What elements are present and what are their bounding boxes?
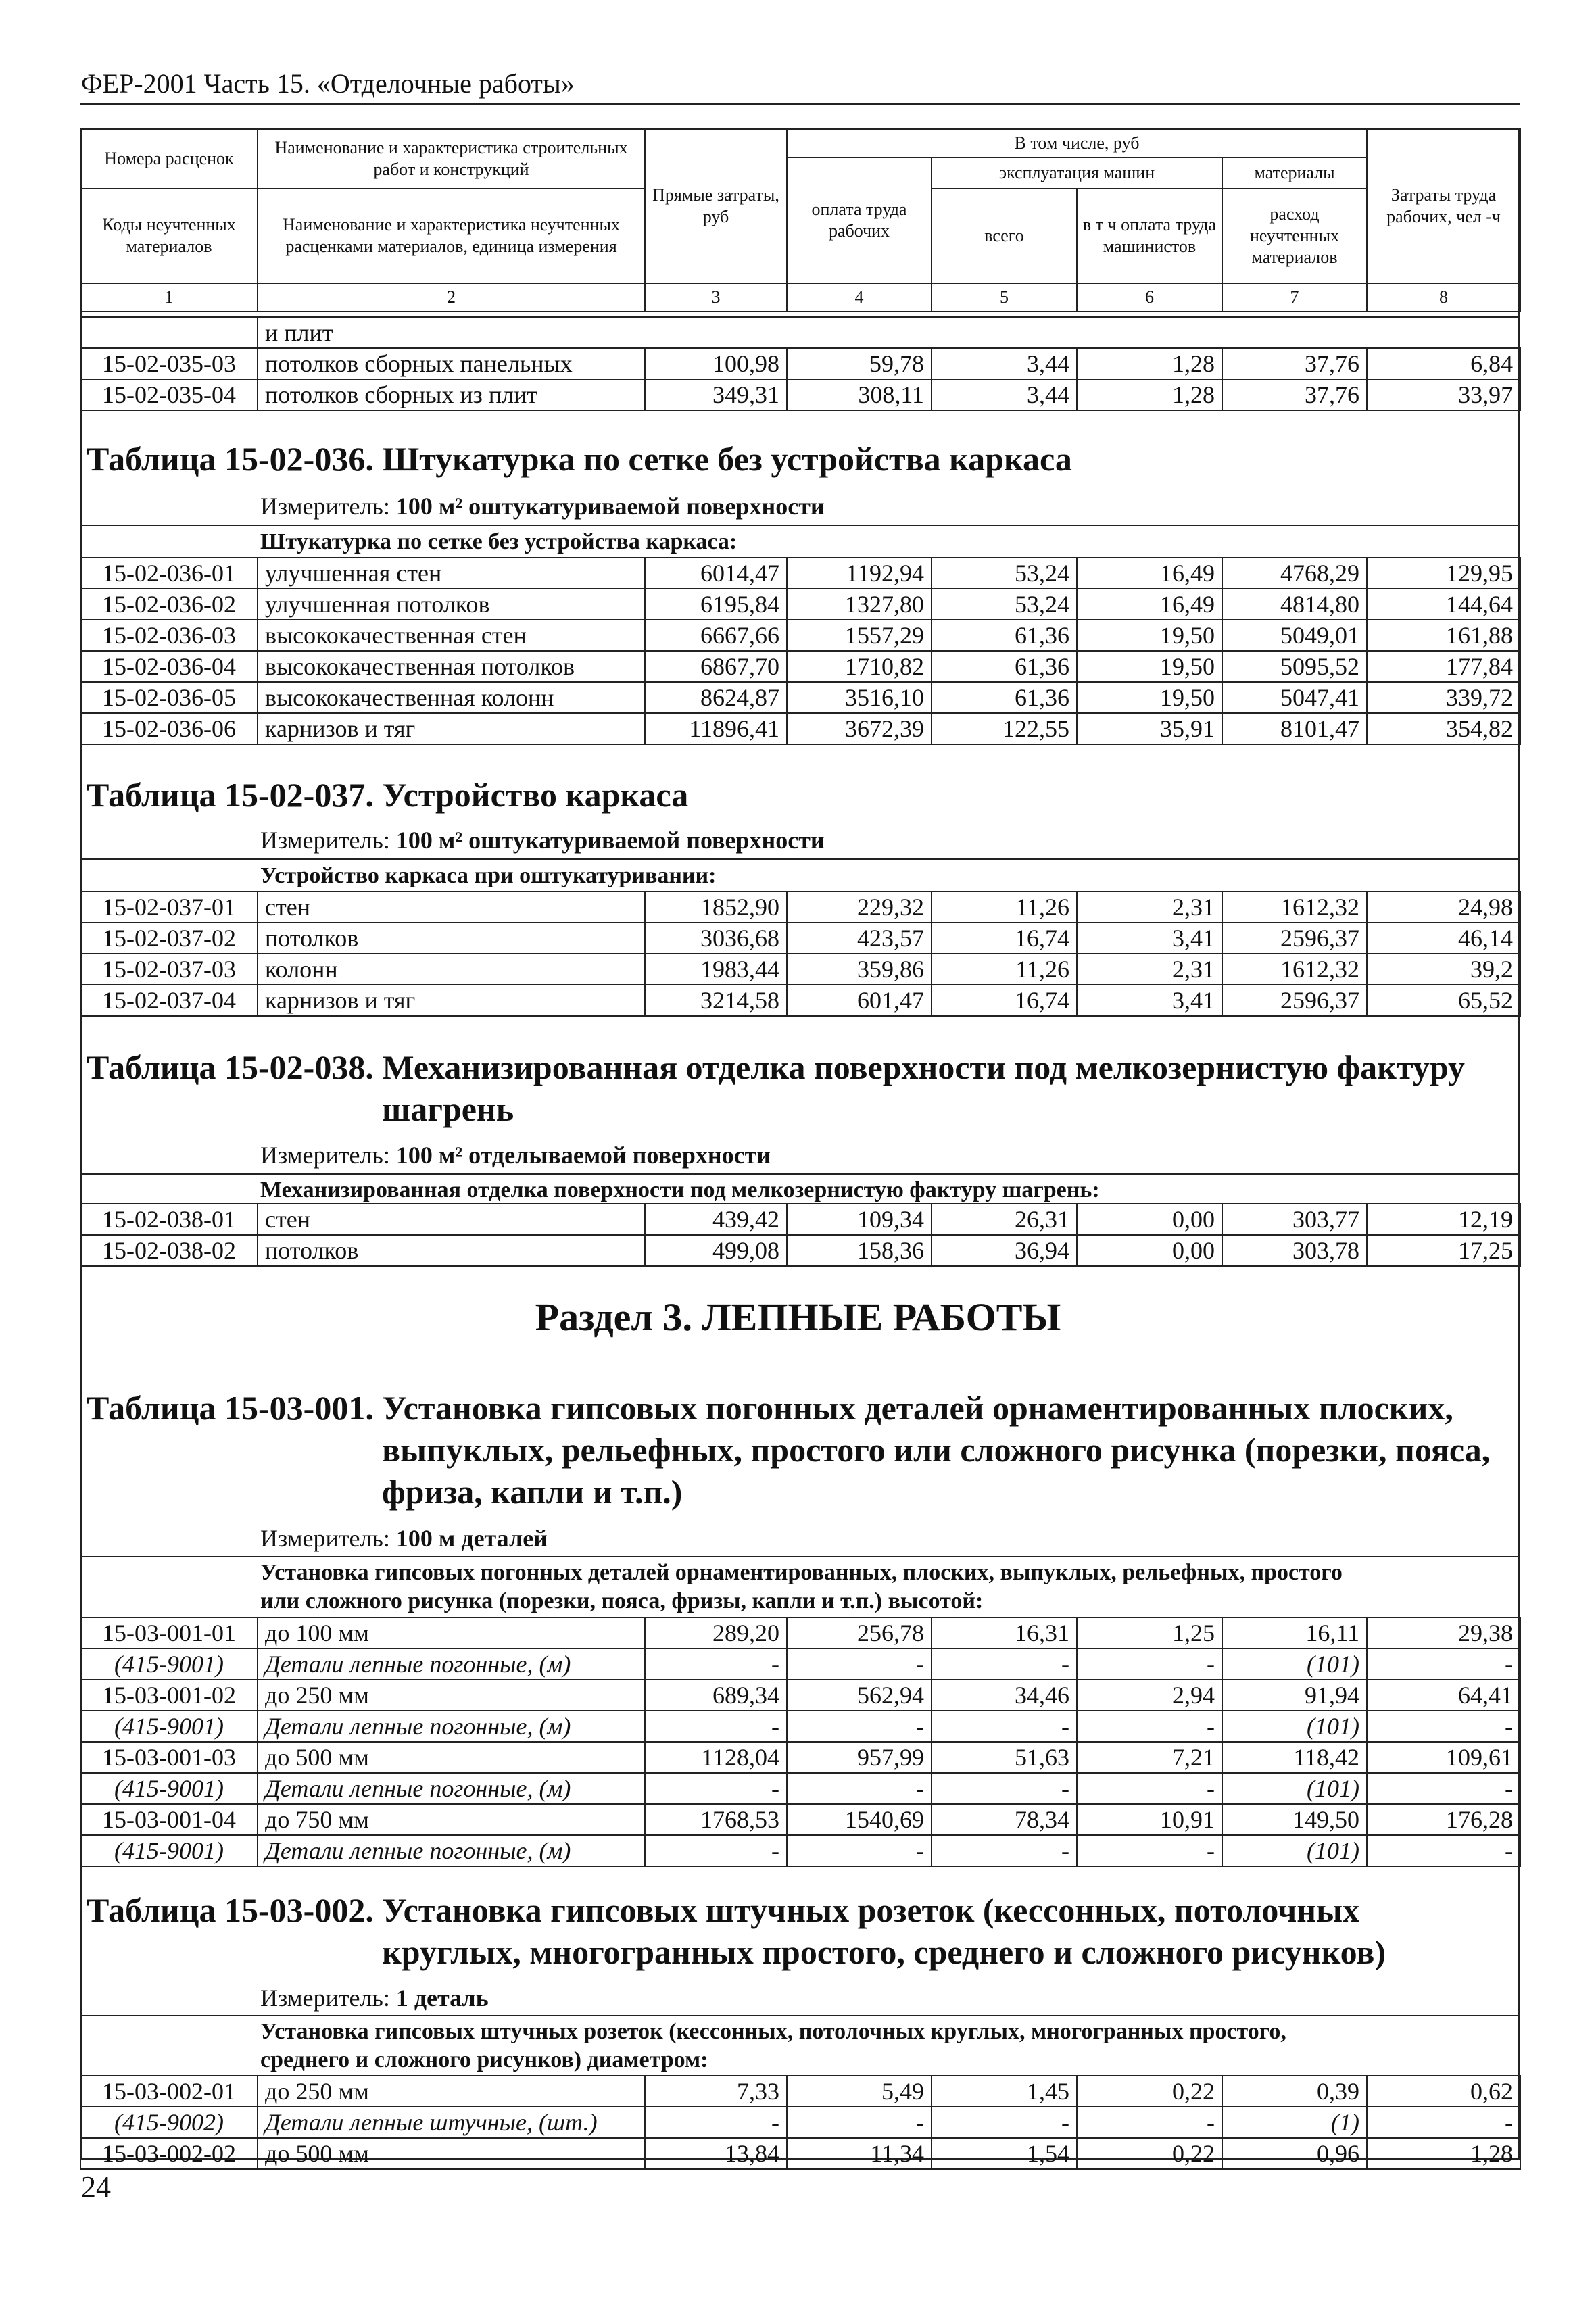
- row-wages: 1557,29: [787, 620, 932, 651]
- row-wages: 1327,80: [787, 589, 932, 620]
- material-name: Детали лепные погонные, (м): [258, 1773, 645, 1804]
- row-name: улучшенная стен: [258, 558, 645, 589]
- hdr-machines: эксплуатация машин: [932, 157, 1222, 189]
- material-quantity: (1): [1222, 2107, 1367, 2138]
- row-direct-cost: 7,33: [645, 2076, 787, 2107]
- row-labor: 177,84: [1367, 651, 1520, 682]
- row-machines-total: 11,26: [932, 954, 1077, 985]
- row-direct-cost: 1768,53: [645, 1804, 787, 1835]
- row-direct-cost: 349,31: [645, 379, 787, 410]
- row-code: 15-02-036-01: [80, 558, 258, 589]
- row-materials: 37,76: [1222, 379, 1367, 410]
- table-036: [80, 557, 1521, 745]
- row-machines-total: 36,94: [932, 1235, 1077, 1266]
- hdr-col2b: Наименование и характеристика неучтенных расценками материалов, единица измерения: [258, 189, 645, 283]
- table-row: [80, 651, 1520, 682]
- hdr-num-7: 7: [1222, 283, 1367, 312]
- row-labor: 1,28: [1367, 2138, 1520, 2169]
- row-machines-total: 61,36: [932, 620, 1077, 651]
- row-labor: 354,82: [1367, 713, 1520, 744]
- row-materials: 4814,80: [1222, 589, 1367, 620]
- row-direct-cost: 499,08: [645, 1235, 787, 1266]
- material-code: (415-9002): [80, 2107, 258, 2138]
- header-rule: [80, 103, 1520, 105]
- row-materials: 118,42: [1222, 1742, 1367, 1773]
- row-direct-cost: 1128,04: [645, 1742, 787, 1773]
- row-machines-total: 53,24: [932, 558, 1077, 589]
- group-302: Установка гипсовых штучных розеток (кессонных, потолочных круглых, многогранных простого, среднего и сложного рисунков) диаметром:: [260, 2019, 1286, 2072]
- material-quantity: (101): [1222, 1711, 1367, 1742]
- material-wages: -: [787, 1711, 932, 1742]
- row-code: 15-02-037-01: [80, 892, 258, 923]
- row-name: карнизов и тяг: [258, 985, 645, 1016]
- row-code: 15-02-036-03: [80, 620, 258, 651]
- row-wages: 359,86: [787, 954, 932, 985]
- material-machines-total: -: [932, 1711, 1077, 1742]
- row-machines-total: 3,44: [932, 379, 1077, 410]
- row-wages: 229,32: [787, 892, 932, 923]
- row-labor: 176,28: [1367, 1804, 1520, 1835]
- material-name: Детали лепные погонные, (м): [258, 1711, 645, 1742]
- hdr-num-2: 2: [258, 283, 645, 312]
- row-wages: 59,78: [787, 348, 932, 379]
- row-code: 15-03-001-04: [80, 1804, 258, 1835]
- hdr-col1b: Коды неучтенных материалов: [80, 189, 258, 283]
- row-direct-cost: 3036,68: [645, 923, 787, 954]
- rule-301: [80, 1556, 1520, 1557]
- material-row: [80, 1773, 1520, 1804]
- table-row: [80, 589, 1520, 620]
- row-machinist-wages: 19,50: [1077, 620, 1222, 651]
- material-machines-total: -: [932, 1649, 1077, 1680]
- row-name: потолков сборных из плит: [258, 379, 645, 410]
- material-wages: -: [787, 1649, 932, 1680]
- material-direct-cost: -: [645, 1835, 787, 1866]
- row-materials: 1612,32: [1222, 892, 1367, 923]
- row-code: 15-02-038-02: [80, 1235, 258, 1266]
- rule-036: [80, 525, 1520, 526]
- page-number: 24: [81, 2170, 111, 2203]
- row-machines-total: 53,24: [932, 589, 1077, 620]
- row-materials: 37,76: [1222, 348, 1367, 379]
- row-labor: 24,98: [1367, 892, 1520, 923]
- row-wages: 308,11: [787, 379, 932, 410]
- row-labor: 64,41: [1367, 1680, 1520, 1711]
- table-row: [80, 348, 1520, 379]
- row-name: до 250 мм: [258, 1680, 645, 1711]
- row-materials: 2596,37: [1222, 923, 1367, 954]
- row-labor: 46,14: [1367, 923, 1520, 954]
- row-machinist-wages: 1,28: [1077, 379, 1222, 410]
- row-machinist-wages: 0,22: [1077, 2076, 1222, 2107]
- row-name: высококачественная колонн: [258, 682, 645, 713]
- hdr-num-5: 5: [932, 283, 1077, 312]
- row-wages: 1192,94: [787, 558, 932, 589]
- table-row: [80, 682, 1520, 713]
- row-direct-cost: 1852,90: [645, 892, 787, 923]
- material-machinist-wages: -: [1077, 2107, 1222, 2138]
- row-machinist-wages: 3,41: [1077, 923, 1222, 954]
- row-wages: 1710,82: [787, 651, 932, 682]
- row-machinist-wages: 10,91: [1077, 1804, 1222, 1835]
- hdr-num-4: 4: [787, 283, 932, 312]
- material-labor: -: [1367, 2107, 1520, 2138]
- row-machinist-wages: 2,31: [1077, 954, 1222, 985]
- material-name: Детали лепные погонные, (м): [258, 1835, 645, 1866]
- material-machines-total: -: [932, 1773, 1077, 1804]
- row-materials: 0,39: [1222, 2076, 1367, 2107]
- row-code: 15-03-001-03: [80, 1742, 258, 1773]
- row-wages: 601,47: [787, 985, 932, 1016]
- row-wages: 423,57: [787, 923, 932, 954]
- meter-038: Измеритель: 100 м² отделываемой поверхности: [260, 1142, 771, 1169]
- material-row: [80, 1649, 1520, 1680]
- material-machinist-wages: -: [1077, 1773, 1222, 1804]
- table-row: [80, 1680, 1520, 1711]
- hdr-col2a: Наименование и характеристика строительных работ и конструкций: [258, 129, 645, 189]
- table-row: [80, 892, 1520, 923]
- row-labor: 29,38: [1367, 1617, 1520, 1649]
- row-wages: 5,49: [787, 2076, 932, 2107]
- rule-302: [80, 2015, 1520, 2016]
- row-materials: 149,50: [1222, 1804, 1367, 1835]
- material-machinist-wages: -: [1077, 1649, 1222, 1680]
- row-direct-cost: 100,98: [645, 348, 787, 379]
- material-code: (415-9001): [80, 1835, 258, 1866]
- row-materials: 91,94: [1222, 1680, 1367, 1711]
- row-machinist-wages: 0,00: [1077, 1204, 1222, 1235]
- material-name: Детали лепные погонные, (м): [258, 1649, 645, 1680]
- row-labor: 109,61: [1367, 1742, 1520, 1773]
- table-301: [80, 1617, 1521, 1867]
- row-machines-total: 26,31: [932, 1204, 1077, 1235]
- row-machinist-wages: 16,49: [1077, 558, 1222, 589]
- row-name: карнизов и тяг: [258, 713, 645, 744]
- material-name: Детали лепные штучные, (шт.): [258, 2107, 645, 2138]
- row-direct-cost: 3214,58: [645, 985, 787, 1016]
- row-direct-cost: 8624,87: [645, 682, 787, 713]
- hdr-col8: Затраты труда рабочих, чел -ч: [1367, 129, 1520, 283]
- column-header-table: [80, 128, 1521, 312]
- row-machines-total: 122,55: [932, 713, 1077, 744]
- row-materials: 0,96: [1222, 2138, 1367, 2169]
- row-name: потолков: [258, 923, 645, 954]
- table-row: [80, 1617, 1520, 1649]
- table-row: [80, 1804, 1520, 1835]
- group-037: Устройство каркаса при оштукатуривании:: [260, 863, 717, 888]
- row-machines-total: 16,74: [932, 985, 1077, 1016]
- material-wages: -: [787, 1773, 932, 1804]
- running-header: ФЕР-2001 Часть 15. «Отделочные работы»: [81, 68, 575, 99]
- hdr-num-1: 1: [80, 283, 258, 312]
- rule-038: [80, 1173, 1520, 1175]
- row-machinist-wages: 0,00: [1077, 1235, 1222, 1266]
- row-code: 15-03-002-02: [80, 2138, 258, 2169]
- table-row: [80, 2138, 1520, 2169]
- row-wages: 3672,39: [787, 713, 932, 744]
- group-036: Штукатурка по сетке без устройства каркаса:: [260, 529, 737, 554]
- row-code: 15-02-036-04: [80, 651, 258, 682]
- group-301: Установка гипсовых погонных деталей орнаментированных, плоских, выпуклых, рельефных, простого или сложного рисунка (порезки, пояса, фризы, капли и т.п.) высотой:: [260, 1560, 1343, 1613]
- row-labor: 33,97: [1367, 379, 1520, 410]
- row-materials: 1612,32: [1222, 954, 1367, 985]
- row-name: улучшенная потолков: [258, 589, 645, 620]
- row-code: 15-02-036-05: [80, 682, 258, 713]
- row-materials: 16,11: [1222, 1617, 1367, 1649]
- row-code: 15-03-001-02: [80, 1680, 258, 1711]
- row-machines-total: 51,63: [932, 1742, 1077, 1773]
- row-direct-cost: 6867,70: [645, 651, 787, 682]
- row-machinist-wages: 16,49: [1077, 589, 1222, 620]
- row-labor: 17,25: [1367, 1235, 1520, 1266]
- row-name: высококачественная потолков: [258, 651, 645, 682]
- material-code: (415-9001): [80, 1649, 258, 1680]
- material-machinist-wages: -: [1077, 1835, 1222, 1866]
- row-machinist-wages: 7,21: [1077, 1742, 1222, 1773]
- table-038: [80, 1203, 1521, 1267]
- meter-037: Измеритель: 100 м² оштукатуриваемой поверхности: [260, 827, 825, 854]
- section-heading: Раздел 3. ЛЕПНЫЕ РАБОТЫ: [535, 1295, 1061, 1339]
- row-direct-cost: 13,84: [645, 2138, 787, 2169]
- row-machinist-wages: 35,91: [1077, 713, 1222, 744]
- material-row: [80, 1711, 1520, 1742]
- rule-037: [80, 858, 1520, 860]
- hdr-col6: в т ч оплата труда машинистов: [1077, 189, 1222, 283]
- hdr-materials: материалы: [1222, 157, 1367, 189]
- row-code: 15-02-037-02: [80, 923, 258, 954]
- row-code: 15-02-037-04: [80, 985, 258, 1016]
- material-row: [80, 2107, 1520, 2138]
- table-302: [80, 2075, 1521, 2170]
- row-machinist-wages: 2,31: [1077, 892, 1222, 923]
- row-direct-cost: 6195,84: [645, 589, 787, 620]
- row-machinist-wages: 1,25: [1077, 1617, 1222, 1649]
- row-direct-cost: 289,20: [645, 1617, 787, 1649]
- row-wages: 109,34: [787, 1204, 932, 1235]
- row-machinist-wages: 0,22: [1077, 2138, 1222, 2169]
- row-direct-cost: 6667,66: [645, 620, 787, 651]
- row-labor: 129,95: [1367, 558, 1520, 589]
- row-direct-cost: 6014,47: [645, 558, 787, 589]
- row-labor: 144,64: [1367, 589, 1520, 620]
- material-direct-cost: -: [645, 1649, 787, 1680]
- row-materials: 5095,52: [1222, 651, 1367, 682]
- row-machines-total: 1,54: [932, 2138, 1077, 2169]
- material-quantity: (101): [1222, 1835, 1367, 1866]
- hdr-col3: Прямые затраты, руб: [645, 129, 787, 283]
- row-materials: 4768,29: [1222, 558, 1367, 589]
- row-code: 15-02-035-03: [80, 348, 258, 379]
- row-direct-cost: 439,42: [645, 1204, 787, 1235]
- row-labor: 339,72: [1367, 682, 1520, 713]
- row-code: 15-03-002-01: [80, 2076, 258, 2107]
- table-row: [80, 620, 1520, 651]
- row-machinist-wages: 19,50: [1077, 651, 1222, 682]
- hdr-col5: всего: [932, 189, 1077, 283]
- row-machinist-wages: 19,50: [1077, 682, 1222, 713]
- row-code: 15-02-038-01: [80, 1204, 258, 1235]
- row-labor: 12,19: [1367, 1204, 1520, 1235]
- row-labor: 0,62: [1367, 2076, 1520, 2107]
- table-row: [80, 923, 1520, 954]
- row-name: до 100 мм: [258, 1617, 645, 1649]
- row-labor: 161,88: [1367, 620, 1520, 651]
- table-row: [80, 954, 1520, 985]
- material-machines-total: -: [932, 2107, 1077, 2138]
- table-037: [80, 891, 1521, 1017]
- row-machines-total: 34,46: [932, 1680, 1077, 1711]
- material-labor: -: [1367, 1773, 1520, 1804]
- material-wages: -: [787, 2107, 932, 2138]
- row-materials: 5049,01: [1222, 620, 1367, 651]
- row-machines-total: 16,74: [932, 923, 1077, 954]
- row-machines-total: 61,36: [932, 682, 1077, 713]
- hdr-col7: расход неучтенных материалов: [1222, 189, 1367, 283]
- material-wages: -: [787, 1835, 932, 1866]
- row-code: 15-02-036-06: [80, 713, 258, 744]
- table-title-302: Таблица 15-03-002. Установка гипсовых штучных розеток (кессонных, потолочных круглых, многогранных простого, среднего и сложного рисунков): [87, 1891, 1386, 1971]
- material-quantity: (101): [1222, 1773, 1367, 1804]
- row-code: 15-02-035-04: [80, 379, 258, 410]
- row-machinist-wages: 3,41: [1077, 985, 1222, 1016]
- row-wages: 957,99: [787, 1742, 932, 1773]
- row-name: потолков сборных панельных: [258, 348, 645, 379]
- table-title-036: Таблица 15-02-036. Штукатурка по сетке без устройства каркаса: [87, 440, 1072, 478]
- row-labor: 65,52: [1367, 985, 1520, 1016]
- hdr-group: В том числе, руб: [787, 129, 1367, 157]
- row-machines-total: 1,45: [932, 2076, 1077, 2107]
- row-direct-cost: 1983,44: [645, 954, 787, 985]
- row-materials: 8101,47: [1222, 713, 1367, 744]
- row-code: 15-02-036-02: [80, 589, 258, 620]
- row-machines-total: 16,31: [932, 1617, 1077, 1649]
- hdr-num-3: 3: [645, 283, 787, 312]
- row-name: потолков: [258, 1235, 645, 1266]
- hdr-col1a: Номера расценок: [80, 129, 258, 189]
- row-materials: 5047,41: [1222, 682, 1367, 713]
- table-row: [80, 1742, 1520, 1773]
- row-direct-cost: 11896,41: [645, 713, 787, 744]
- row-code: 15-02-037-03: [80, 954, 258, 985]
- row-machines-total: 61,36: [932, 651, 1077, 682]
- row-machinist-wages: 2,94: [1077, 1680, 1222, 1711]
- row-name: до 750 мм: [258, 1804, 645, 1835]
- group-038: Механизированная отделка поверхности под мелкозернистую фактуру шагрень:: [260, 1177, 1100, 1202]
- row-wages: 256,78: [787, 1617, 932, 1649]
- row-name: стен: [258, 1204, 645, 1235]
- material-direct-cost: -: [645, 1773, 787, 1804]
- cont-label: и плит: [258, 317, 1520, 348]
- meter-302: Измеритель: 1 деталь: [260, 1984, 489, 2012]
- material-direct-cost: -: [645, 1711, 787, 1742]
- material-code: (415-9001): [80, 1773, 258, 1804]
- row-machines-total: 3,44: [932, 348, 1077, 379]
- row-wages: 562,94: [787, 1680, 932, 1711]
- table-row: [80, 713, 1520, 744]
- table-title-301: Таблица 15-03-001. Установка гипсовых погонных деталей орнаментированных плоских, выпуклых, рельефных, простого или сложного рисунка (порезки, пояса, фриза, капли и т.п.): [87, 1389, 1491, 1511]
- hdr-col4: оплата труда рабочих: [787, 157, 932, 283]
- table-title-037: Таблица 15-02-037. Устройство каркаса: [87, 776, 689, 814]
- row-name: колонн: [258, 954, 645, 985]
- hdr-num-8: 8: [1367, 283, 1520, 312]
- continuation-table: [80, 316, 1521, 411]
- row-machines-total: 11,26: [932, 892, 1077, 923]
- row-name: стен: [258, 892, 645, 923]
- row-machinist-wages: 1,28: [1077, 348, 1222, 379]
- material-labor: -: [1367, 1835, 1520, 1866]
- row-materials: 303,78: [1222, 1235, 1367, 1266]
- row-code: 15-03-001-01: [80, 1617, 258, 1649]
- material-row: [80, 1835, 1520, 1866]
- row-labor: 39,2: [1367, 954, 1520, 985]
- row-wages: 3516,10: [787, 682, 932, 713]
- material-direct-cost: -: [645, 2107, 787, 2138]
- row-materials: 303,77: [1222, 1204, 1367, 1235]
- row-wages: 158,36: [787, 1235, 932, 1266]
- table-row: [80, 2076, 1520, 2107]
- row-wages: 11,34: [787, 2138, 932, 2169]
- table-row: [80, 985, 1520, 1016]
- table-title-038: Таблица 15-02-038. Механизированная отделка поверхности под мелкозернистую фактуру шагрень: [87, 1048, 1465, 1128]
- row-direct-cost: 689,34: [645, 1680, 787, 1711]
- meter-301: Измеритель: 100 м деталей: [260, 1525, 548, 1552]
- table-row: [80, 1204, 1520, 1235]
- row-name: до 500 мм: [258, 1742, 645, 1773]
- material-machines-total: -: [932, 1835, 1077, 1866]
- table-row: [80, 558, 1520, 589]
- meter-036: Измеритель: 100 м² оштукатуриваемой поверхности: [260, 493, 825, 520]
- row-labor: 6,84: [1367, 348, 1520, 379]
- row-wages: 1540,69: [787, 1804, 932, 1835]
- row-materials: 2596,37: [1222, 985, 1367, 1016]
- row-name: до 250 мм: [258, 2076, 645, 2107]
- material-labor: -: [1367, 1649, 1520, 1680]
- table-row: [80, 1235, 1520, 1266]
- row-name: до 500 мм: [258, 2138, 645, 2169]
- table-row: [80, 379, 1520, 410]
- row-machines-total: 78,34: [932, 1804, 1077, 1835]
- material-code: (415-9001): [80, 1711, 258, 1742]
- cont-label-code: [80, 317, 258, 348]
- material-machinist-wages: -: [1077, 1711, 1222, 1742]
- material-quantity: (101): [1222, 1649, 1367, 1680]
- row-name: высококачественная стен: [258, 620, 645, 651]
- hdr-num-6: 6: [1077, 283, 1222, 312]
- material-labor: -: [1367, 1711, 1520, 1742]
